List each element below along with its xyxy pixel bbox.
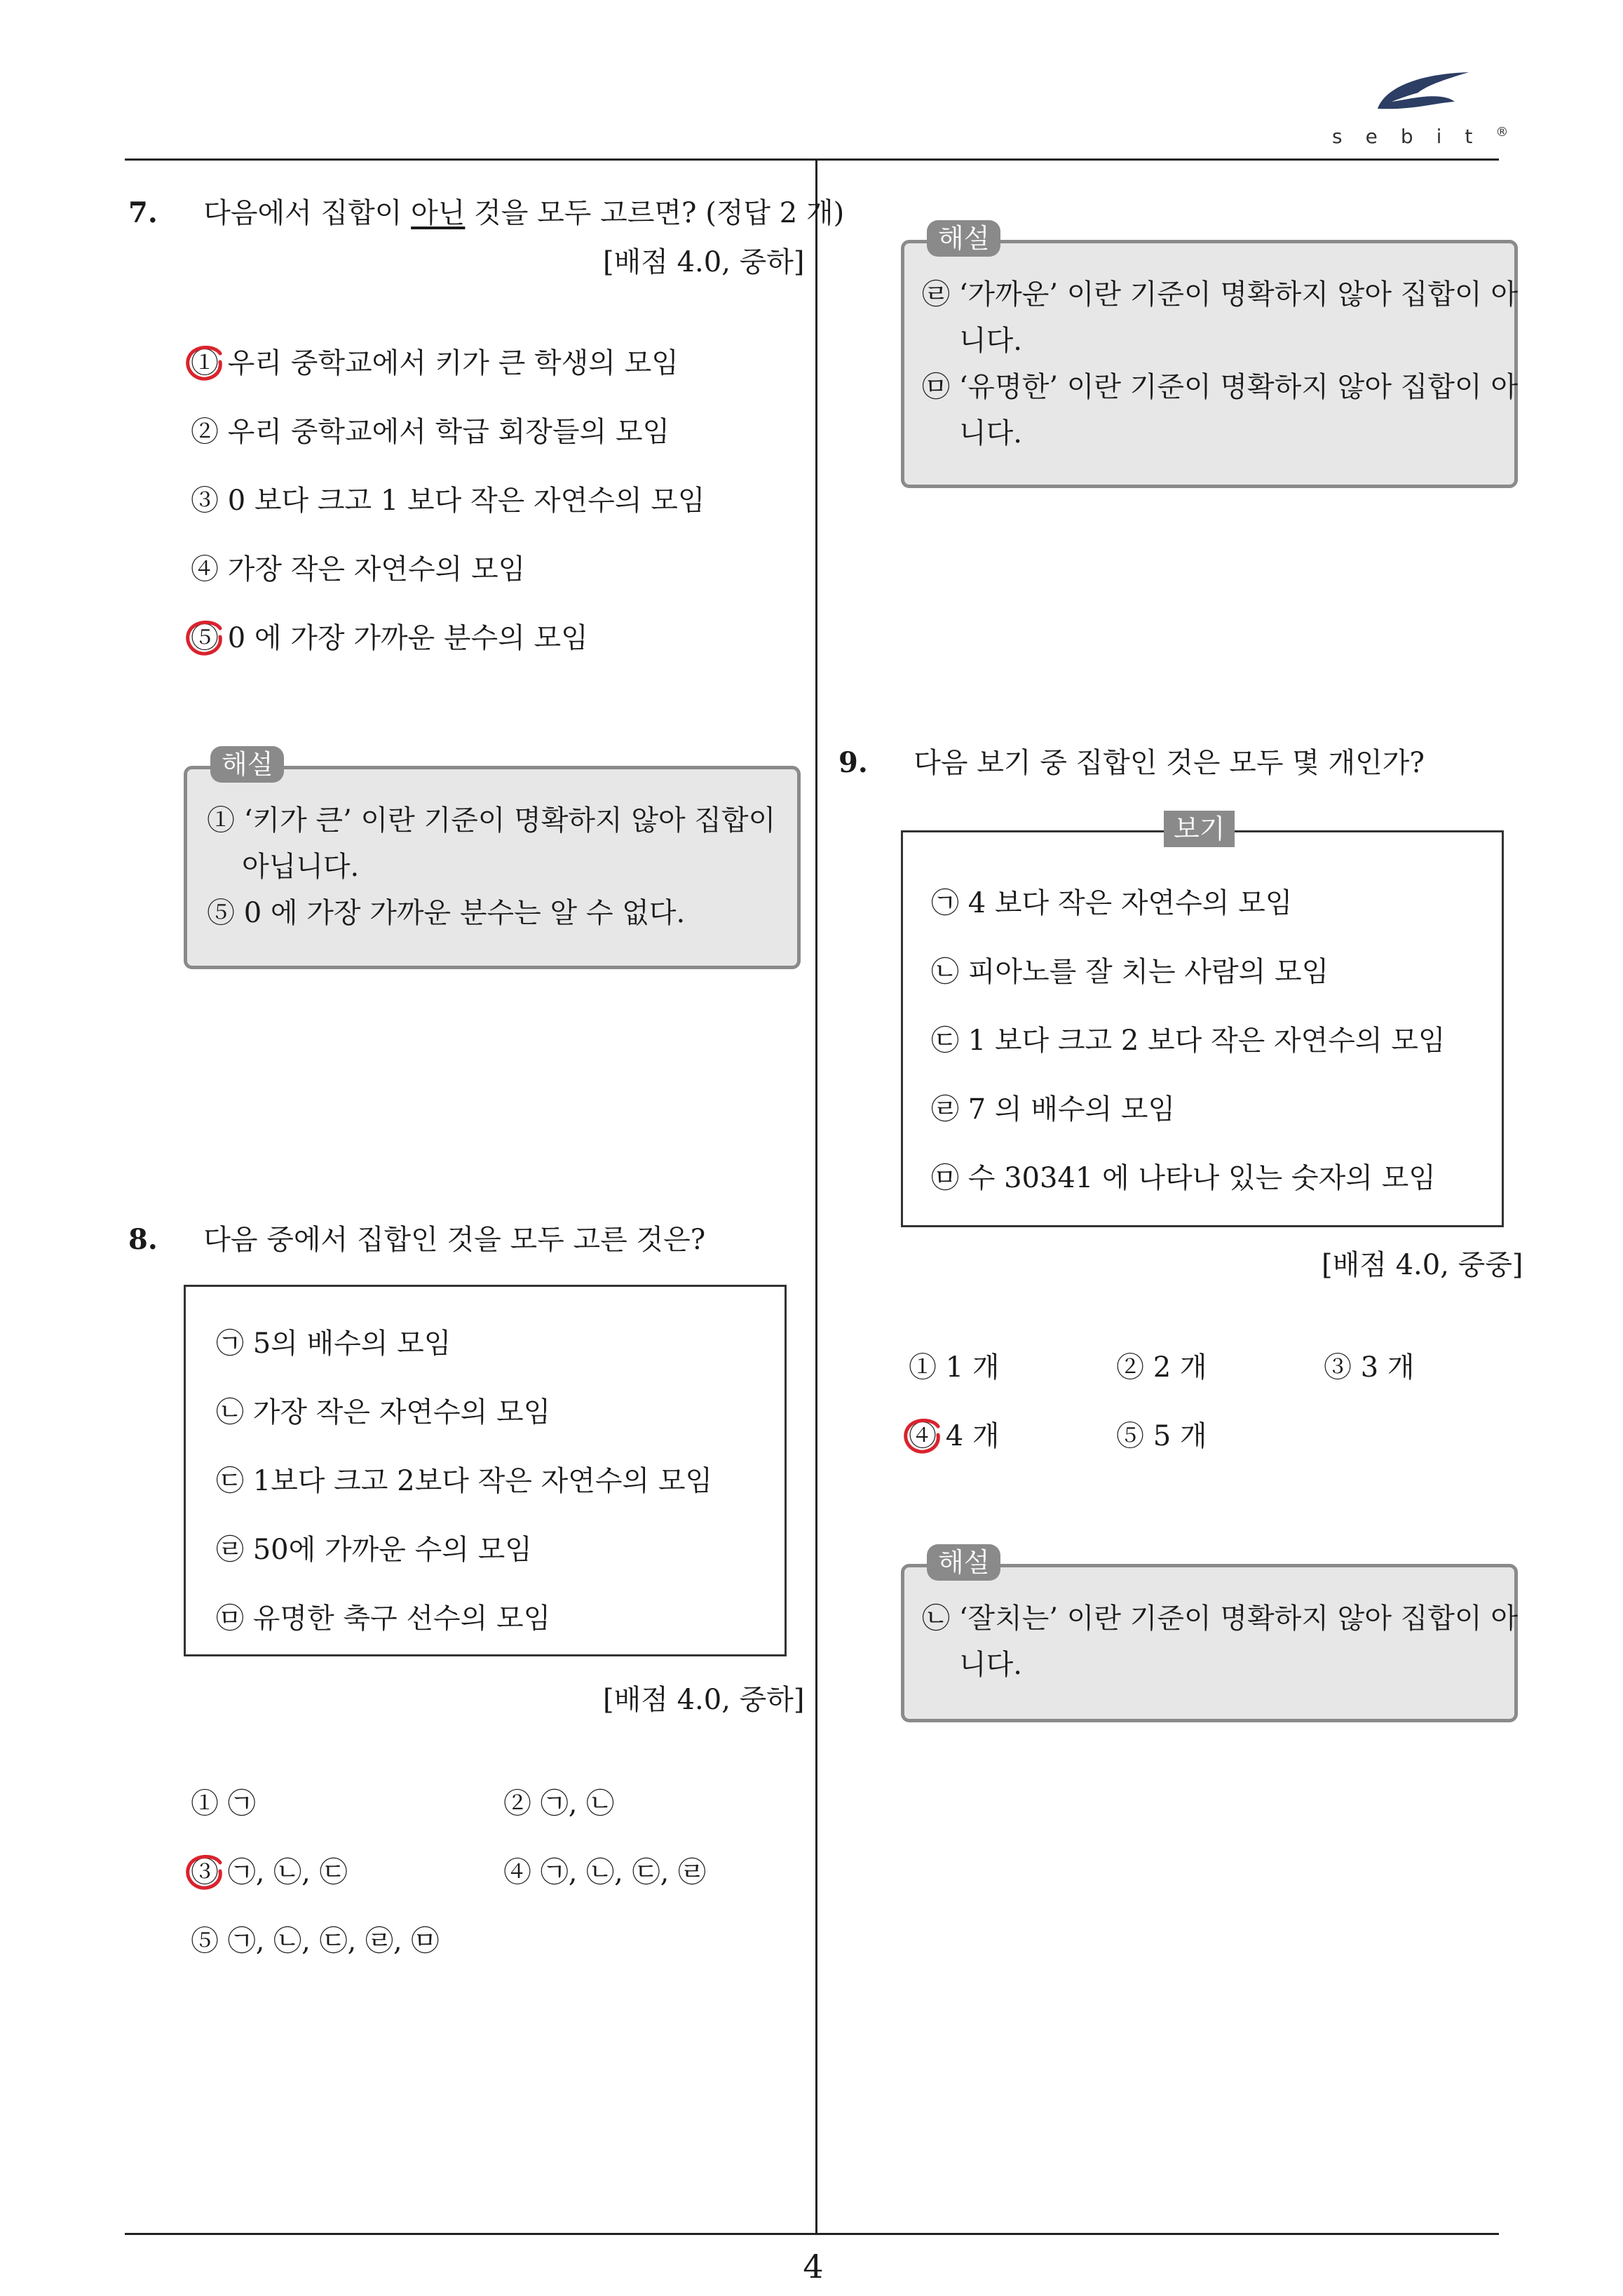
q7-option-3[interactable]: ③ 0 보다 크고 1 보다 작은 자연수의 모임 [191, 485, 705, 517]
q8-number: 8. [128, 1223, 158, 1256]
q7-explanation-tag: 해설 [210, 746, 284, 783]
q8-option-5[interactable]: ⑤ ㉠, ㉡, ㉢, ㉣, ㉤ [191, 1925, 440, 1957]
q7-explanation-line: ⑤ 0 에 가장 가까운 분수는 알 수 없다. [207, 897, 686, 929]
answer-circle-icon [184, 1853, 226, 1892]
q8-score: [배점 4.0, 중하] [603, 1684, 805, 1716]
q8-option-3[interactable]: ③ ㉠, ㉡, ㉢ [191, 1856, 348, 1889]
q8-option-4[interactable]: ④ ㉠, ㉡, ㉢, ㉣ [503, 1856, 707, 1889]
q9-question: 9. 다음 보기 중 집합인 것은 모두 몇 개인가? [838, 746, 1425, 779]
q8-box-item: ㉠ 5의 배수의 모임 [216, 1328, 451, 1360]
q9-number: 9. [838, 746, 868, 779]
q8-explanation-line: ㉣ ‘가까운’ 이란 기준이 명확하지 않아 집합이 아 [922, 278, 1518, 311]
q8-option-1[interactable]: ① ㉠ [191, 1788, 256, 1820]
q7-explanation-line: 아닙니다. [242, 851, 360, 883]
q9-option-4[interactable]: ④ 4 개 [909, 1420, 1000, 1452]
q9-explanation-box [901, 1564, 1518, 1722]
q8-explanation-line: 니다. [959, 325, 1022, 357]
q9-box-item: ㉠ 4 보다 작은 자연수의 모임 [931, 887, 1293, 919]
q9-option-5[interactable]: ⑤ 5 개 [1116, 1420, 1207, 1452]
q9-box-item: ㉡ 피아노를 잘 치는 사람의 모임 [931, 956, 1329, 988]
q7-underlined-word: 아닌 [411, 197, 466, 229]
q8-explanation-tag: 해설 [927, 220, 1000, 257]
q9-box-item: ㉢ 1 보다 크고 2 보다 작은 자연수의 모임 [931, 1025, 1446, 1057]
logo-text: sebit® [1332, 125, 1509, 148]
q9-option-2[interactable]: ② 2 개 [1116, 1351, 1207, 1384]
q9-explanation-line: 니다. [959, 1649, 1022, 1681]
q9-explanation-line: ㉡ ‘잘치는’ 이란 기준이 명확하지 않아 집합이 아 [922, 1602, 1518, 1635]
page-number: 4 [803, 2248, 824, 2285]
q7-question: 7. 다음에서 집합이 아닌 것을 모두 고르면? (정답 2 개) [128, 196, 845, 229]
q7-explanation-line: ① ‘키가 큰’ 이란 기준이 명확하지 않아 집합이 [207, 804, 776, 837]
answer-circle-icon [184, 344, 226, 383]
q9-bogi-tag: 보기 [1164, 811, 1235, 847]
q8-box-item: ㉣ 50에 가까운 수의 모임 [216, 1534, 532, 1566]
q7-option-1[interactable]: ① 우리 중학교에서 키가 큰 학생의 모임 [191, 347, 679, 379]
answer-circle-icon [184, 619, 226, 658]
column-divider [815, 161, 817, 2233]
q9-explanation-tag: 해설 [927, 1544, 1000, 1581]
q7-option-2[interactable]: ② 우리 중학교에서 학급 회장들의 모임 [191, 416, 670, 448]
q7-option-5[interactable]: ⑤ 0 에 가장 가까운 분수의 모임 [191, 622, 588, 654]
q8-question: 8. 다음 중에서 집합인 것을 모두 고른 것은? [128, 1223, 706, 1256]
q8-box-item: ㉡ 가장 작은 자연수의 모임 [216, 1396, 551, 1429]
q7-score: [배점 4.0, 중하] [603, 246, 805, 278]
q8-box-item: ㉢ 1보다 크고 2보다 작은 자연수의 모임 [216, 1465, 713, 1497]
q9-score: [배점 4.0, 중중] [1322, 1249, 1523, 1281]
answer-circle-icon [902, 1417, 944, 1456]
q7-number: 7. [128, 196, 158, 229]
header-rule [125, 158, 1499, 161]
q8-box-item: ㉤ 유명한 축구 선수의 모임 [216, 1602, 551, 1635]
q8-explanation-line: ㉤ ‘유명한’ 이란 기준이 명확하지 않아 집합이 아 [922, 371, 1518, 403]
q9-box-item: ㉤ 수 30341 에 나타나 있는 숫자의 모임 [931, 1162, 1436, 1194]
q9-option-3[interactable]: ③ 3 개 [1324, 1351, 1415, 1384]
footer-rule [125, 2233, 1499, 2235]
q7-option-4[interactable]: ④ 가장 작은 자연수의 모임 [191, 553, 526, 586]
sebit-logo-icon [1371, 67, 1476, 123]
q9-box-item: ㉣ 7 의 배수의 모임 [931, 1093, 1176, 1126]
q8-explanation-line: 니다. [959, 417, 1022, 450]
q8-option-2[interactable]: ② ㉠, ㉡ [503, 1788, 615, 1820]
q9-option-1[interactable]: ① 1 개 [909, 1351, 1000, 1384]
registered-mark: ® [1495, 125, 1509, 140]
